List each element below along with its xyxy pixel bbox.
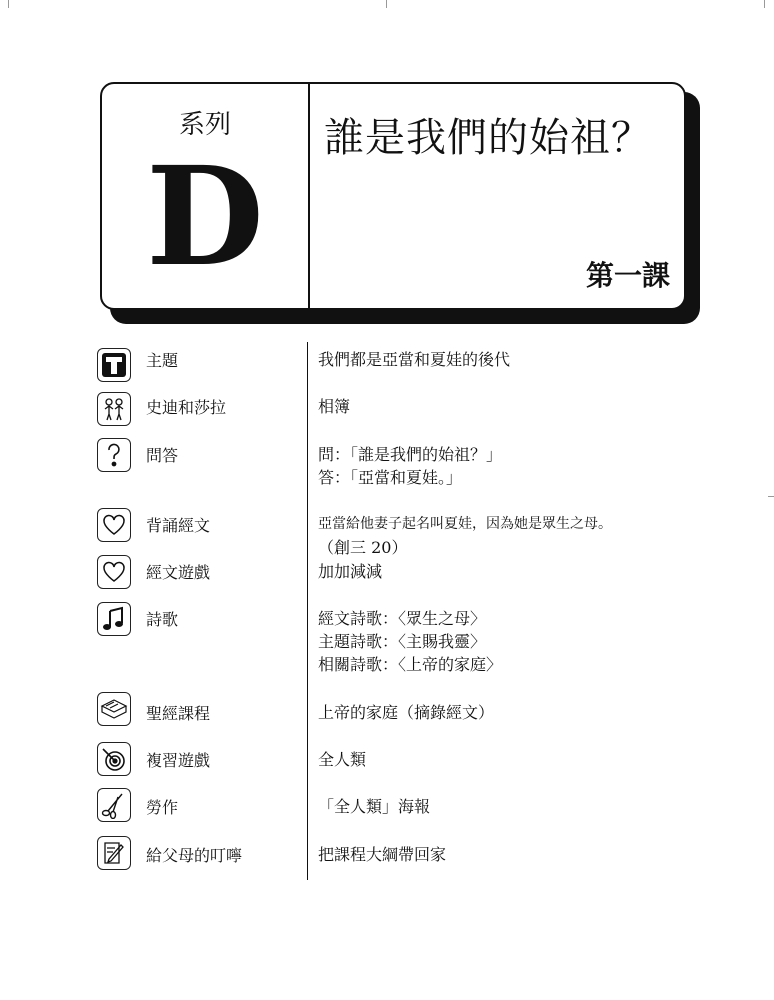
row-value xyxy=(318,843,446,866)
header-divider xyxy=(308,84,310,308)
row-value xyxy=(318,513,612,559)
row-value-line: 經文詩歌：〈眾生之母〉 xyxy=(318,609,487,628)
row-label: 史迪和莎拉 xyxy=(146,398,227,417)
crop-mark xyxy=(764,0,765,8)
crop-mark xyxy=(386,0,387,8)
row-label: 複習遊戲 xyxy=(146,751,211,770)
row-value xyxy=(318,795,430,818)
target-icon xyxy=(97,742,131,776)
row-value-line: 答：「亞當和夏娃。」 xyxy=(318,468,463,487)
story-kids-icon xyxy=(97,392,131,426)
row-label: 詩歌 xyxy=(146,610,179,629)
row-value xyxy=(318,701,494,724)
series-letter: D xyxy=(146,137,264,297)
row-value xyxy=(318,560,382,583)
row-label: 聖經課程 xyxy=(146,704,211,723)
row-value-line: 上帝的家庭（摘錄經文） xyxy=(318,703,495,722)
theme-t-icon xyxy=(97,348,131,382)
row-label: 勞作 xyxy=(146,798,179,817)
row-value-line: 亞當給他妻子起名叫夏娃，因為她是眾生之母。 xyxy=(318,516,612,532)
question-mark-icon xyxy=(97,438,131,472)
row-value-line: （創三 20） xyxy=(318,538,408,557)
row-value-line: 把課程大綱帶回家 xyxy=(318,845,447,864)
series-label: 系列 xyxy=(178,110,231,140)
row-value-line: 相關詩歌：〈上帝的家庭〉 xyxy=(318,655,503,674)
note-pencil-icon xyxy=(97,836,131,870)
row-value xyxy=(318,348,510,371)
row-value-line: 主題詩歌：〈主賜我靈〉 xyxy=(318,632,487,651)
row-value-line: 「全人類」海報 xyxy=(318,797,431,816)
heart-icon xyxy=(97,555,131,589)
row-value xyxy=(318,443,502,489)
scissors-icon xyxy=(97,788,131,822)
row-label: 給父母的叮嚀 xyxy=(146,846,243,865)
row-label: 經文遊戲 xyxy=(146,563,211,582)
music-note-icon xyxy=(97,602,131,636)
open-bible-icon xyxy=(97,692,131,726)
row-value-line: 加加減減 xyxy=(318,562,383,581)
row-value-line: 相簿 xyxy=(318,397,351,416)
row-label: 問答 xyxy=(146,446,179,465)
crop-mark xyxy=(8,0,9,8)
header-card xyxy=(100,82,686,310)
row-value xyxy=(318,395,350,418)
crop-mark xyxy=(768,496,774,497)
row-value-line: 我們都是亞當和夏娃的後代 xyxy=(318,350,511,369)
row-label: 背誦經文 xyxy=(146,516,211,535)
row-value-line: 問：「誰是我們的始祖？」 xyxy=(318,445,503,464)
row-value-line: 全人類 xyxy=(318,750,367,769)
column-divider xyxy=(307,342,308,880)
row-value xyxy=(318,748,366,771)
lesson-number: 第一課 xyxy=(585,259,670,292)
lesson-title: 誰是我們的始祖？ xyxy=(324,115,652,161)
row-value xyxy=(318,607,502,676)
row-label: 主題 xyxy=(146,351,179,370)
heart-icon xyxy=(97,508,131,542)
